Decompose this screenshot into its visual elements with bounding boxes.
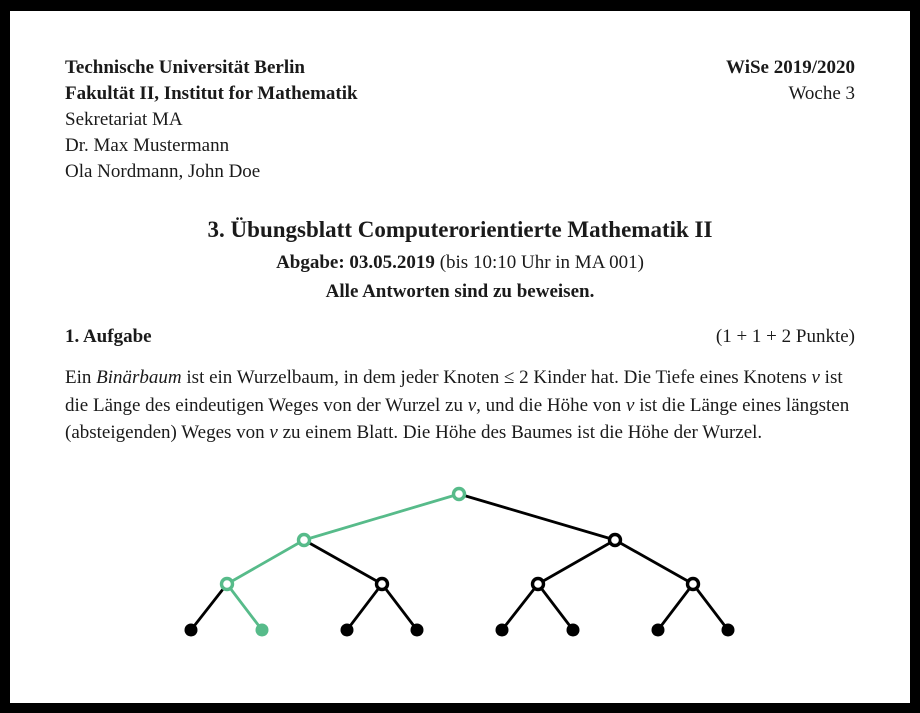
exercise-label: 1. Aufgabe — [65, 326, 152, 347]
assistants-line: Ola Nordmann, John Doe — [65, 161, 261, 182]
exercise-paragraph — [65, 364, 855, 447]
document-page — [10, 11, 910, 703]
paragraph-text-1: Ein — [65, 367, 97, 388]
var-v-4: v — [269, 422, 278, 443]
var-v-1: v — [811, 367, 820, 388]
exercise-points: (1 + 1 + 2 Punkte) — [715, 326, 855, 347]
sheet-title: 3. Übungsblatt Computerorientierte Mathematik II — [207, 217, 713, 242]
paragraph-text-6: zu einem Blatt. Die Höhe des Baumes ist die Höhe der Wurzel. — [277, 422, 763, 443]
term-binaerbaum: Binärbaum — [96, 367, 182, 388]
office-line: Sekretariat MA — [65, 109, 183, 130]
exercise-header-row — [65, 324, 855, 350]
title-block — [65, 216, 855, 305]
week-line: Woche 3 — [788, 83, 855, 104]
lecturer-line: Dr. Max Mustermann — [65, 135, 230, 156]
header-right-block — [726, 55, 855, 107]
due-line — [65, 250, 855, 276]
var-v-2: v — [467, 394, 477, 416]
paragraph-text-2: ist ein Wurzelbaum, in dem jeder Knoten ≤ 2 Kinder hat. Die Tiefe eines Knotens — [181, 367, 812, 388]
faculty-line: Fakultät II, Institut for Mathematik — [65, 83, 358, 104]
due-details: (bis 10:10 Uhr in MA 001) — [434, 252, 644, 273]
paragraph-text-3: ist die Länge des eindeutigen Weges von der Wurzel zu — [65, 367, 843, 416]
var-v-3: v — [626, 394, 635, 416]
proof-note: Alle Antworten sind zu beweisen. — [325, 281, 595, 302]
header-left-block — [65, 55, 358, 185]
institution-line: Technische Universität Berlin — [65, 57, 305, 78]
paragraph-text-4: , und die Höhe von — [476, 394, 627, 416]
due-date: Abgabe: 03.05.2019 — [276, 252, 435, 273]
document-header — [65, 55, 855, 185]
paragraph-text-5: ist die Länge eines längsten (absteigenden) Weges von — [65, 394, 850, 443]
semester-line: WiSe 2019/2020 — [726, 57, 855, 78]
